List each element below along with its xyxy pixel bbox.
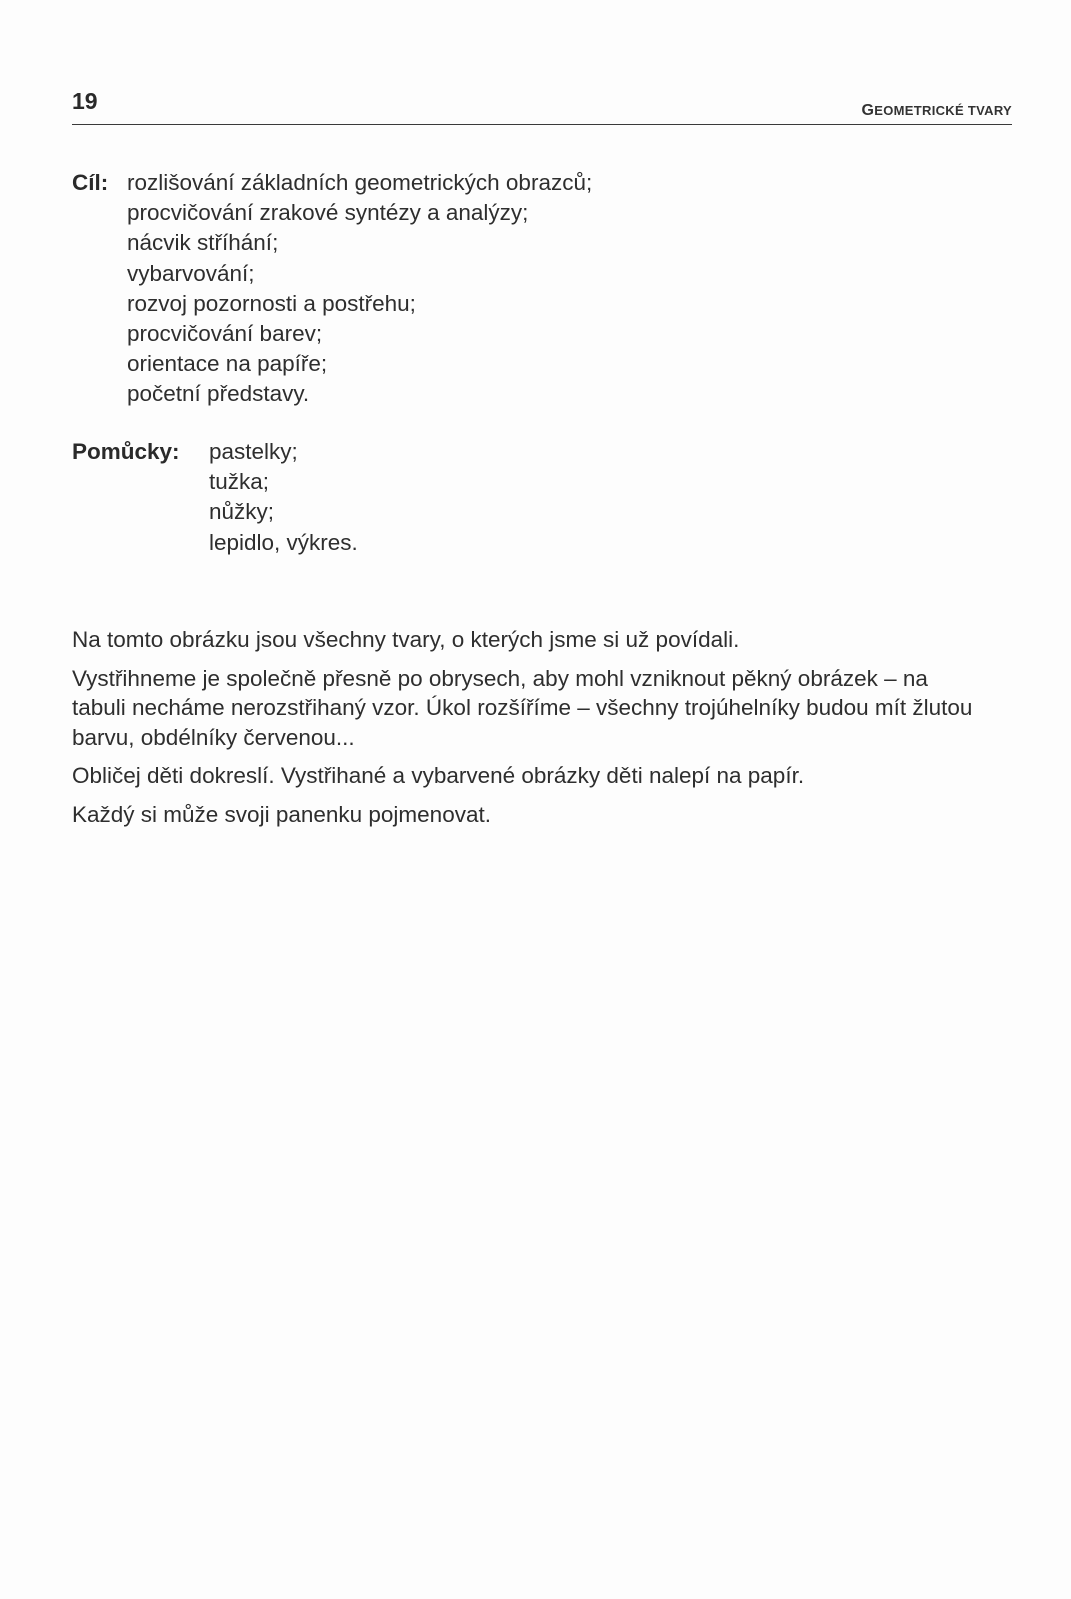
running-title-initial: G — [861, 102, 875, 119]
goals-section — [72, 168, 772, 418]
goals-item: procvičování barev; — [127, 321, 323, 347]
goals-item: procvičování zrakové syntézy a analýzy; — [127, 200, 529, 226]
aids-item: nůžky; — [209, 499, 275, 525]
goals-item: nácvik stříhání; — [127, 230, 279, 256]
goals-list — [127, 168, 592, 410]
paragraph: Každý si může svoji panenku pojmenovat. — [72, 801, 491, 827]
paragraph: Vystřihneme je společně přesně po obrysech, aby mohl vzniknout pěkný obrázek – na tabuli necháme nerozstřihaný vzor. Úkol rozšíříme – všechny trojúhelníky budou mít žlutou barvu, obdélníky červenou... — [72, 665, 973, 750]
aids-section — [72, 437, 572, 567]
page-header — [72, 84, 1012, 125]
aids-item: pastelky; — [209, 439, 298, 464]
body-text — [72, 625, 982, 838]
goals-item: početní představy. — [127, 381, 310, 407]
page-number: 19 — [72, 88, 98, 114]
goals-item: vybarvování; — [127, 260, 255, 286]
goals-item: rozvoj pozornosti a postřehu; — [127, 290, 416, 316]
aids-item: tužka; — [209, 469, 270, 495]
aids-item: lepidlo, výkres. — [209, 529, 358, 555]
aids-label: Pomůcky: — [72, 439, 180, 464]
goals-label: Cíl: — [72, 170, 109, 195]
paragraph: Obličej děti dokreslí. Vystřihané a vybarvené obrázky děti nalepí na papír. — [72, 763, 805, 788]
paragraph: Na tomto obrázku jsou všechny tvary, o kterých jsme si už povídali. — [72, 627, 740, 652]
goals-item: rozlišování základních geometrických obrazců; — [127, 170, 593, 195]
aids-list — [209, 437, 358, 558]
running-title-rest: EOMETRICKÉ TVARY — [874, 103, 1012, 118]
goals-item: orientace na papíře; — [127, 351, 328, 377]
running-title — [862, 102, 1012, 120]
